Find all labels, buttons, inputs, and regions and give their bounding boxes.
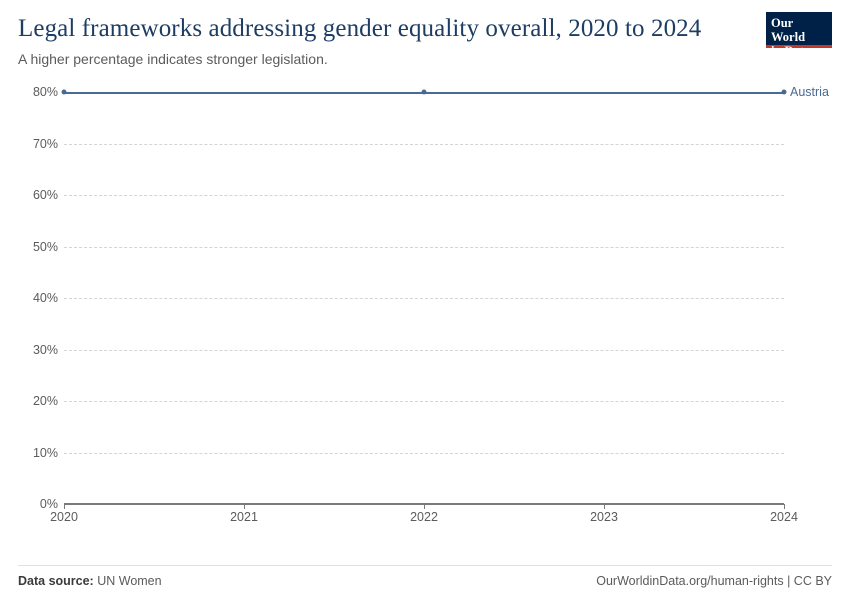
y-axis-tick-label: 40% (32, 291, 58, 305)
gridline (64, 350, 784, 351)
y-axis-tick-label: 80% (32, 85, 58, 99)
gridline (64, 401, 784, 402)
chart-subtitle: A higher percentage indicates stronger legislation. (18, 51, 328, 67)
gridline (64, 144, 784, 145)
x-axis-tick-mark (604, 504, 605, 509)
chart-footer (18, 565, 832, 588)
series-data-point[interactable] (62, 90, 67, 95)
series-data-point[interactable] (422, 90, 427, 95)
x-axis-tick-mark (784, 504, 785, 509)
page-title: Legal frameworks addressing gender equality overall, 2020 to 2024 (18, 15, 702, 42)
gridline (64, 453, 784, 454)
gridline (64, 195, 784, 196)
data-source-value: UN Women (97, 574, 162, 588)
y-axis-tick-label: 70% (32, 136, 58, 151)
y-axis-tick-label: 10% (32, 445, 58, 460)
x-axis-tick-label: 2023 (590, 510, 618, 524)
attribution: OurWorldinData.org/human-rights | CC BY (596, 574, 832, 588)
y-axis-tick-label: 50% (32, 239, 58, 254)
series-label-austria[interactable]: Austria (790, 85, 829, 99)
data-source-label: Data source: (18, 574, 94, 588)
x-axis-tick-label: 2024 (770, 510, 798, 524)
x-axis-tick-label: 2022 (410, 510, 438, 524)
chart-header (18, 14, 832, 68)
y-axis-tick-label: 0% (39, 497, 58, 511)
series-data-point[interactable] (782, 90, 787, 95)
x-axis-tick-label: 2020 (50, 510, 78, 524)
x-axis-tick-mark (244, 504, 245, 509)
data-source (18, 574, 162, 588)
x-axis-tick-label: 2021 (230, 510, 258, 524)
owid-logo-line2: in Data (771, 44, 811, 58)
gridline (64, 247, 784, 248)
x-axis-tick-mark (64, 504, 65, 509)
owid-logo[interactable] (766, 12, 832, 58)
chart-area (18, 82, 832, 552)
y-axis-tick-label: 60% (32, 188, 58, 202)
y-axis-tick-label: 30% (32, 342, 58, 357)
x-axis-tick-mark (424, 504, 425, 509)
owid-logo-line1: Our World (771, 16, 806, 44)
y-axis-tick-label: 20% (32, 394, 58, 408)
plot-region (32, 85, 829, 524)
gridline (64, 298, 784, 299)
